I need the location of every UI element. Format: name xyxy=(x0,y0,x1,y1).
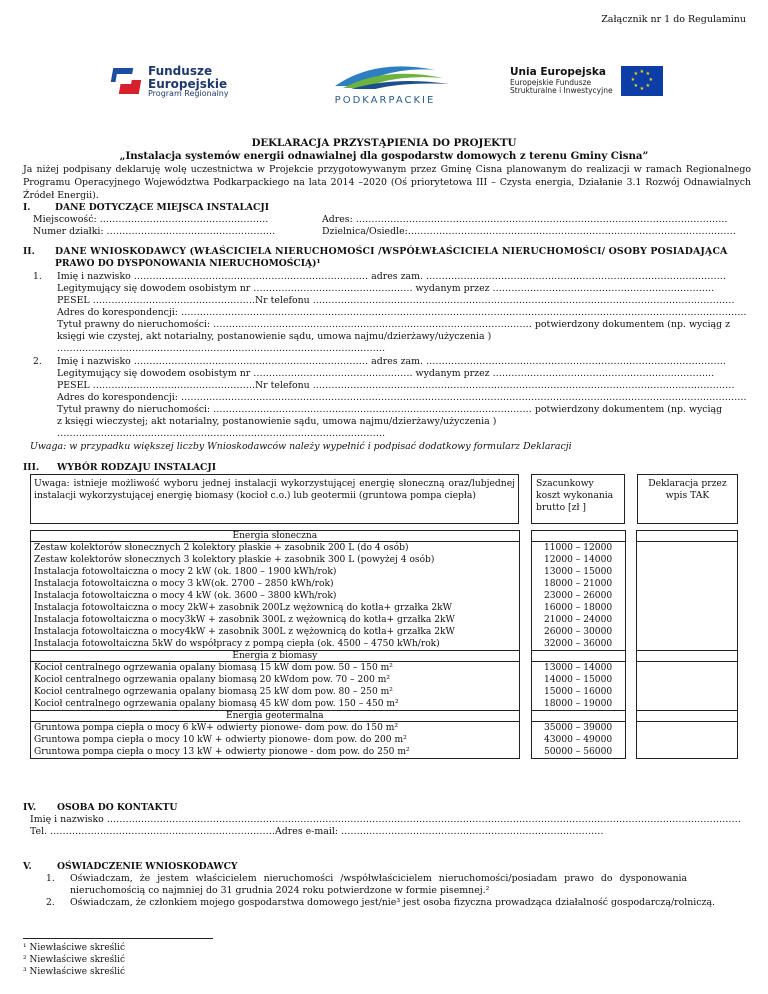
statement-1-line1: Oświadczam, że jestem właścicielem nieruchomości /współwłaścicielem nieruchomości/posiadam prawo do dysponowania xyxy=(70,873,688,884)
footnote-3: ³ Niewłaściwe skreślić xyxy=(23,967,126,977)
statement-1-line2: nieruchomością co najmniej do 31 grudnia 2024 roku potwierdzone w formie pisemnej.² xyxy=(70,885,490,896)
solar-declaration-cell[interactable] xyxy=(637,542,738,651)
applicant-2-number: 2. xyxy=(33,356,42,367)
footnote-1: ¹ Niewłaściwe skreślić xyxy=(23,943,126,953)
geothermal-costs-cell xyxy=(531,722,625,759)
intro-paragraph: Ja niżej podpisany deklaruję wolę uczestnictwa w Projekcie przygotowywanym przez Gminę Cisna planowanym do realizacji w ramach Regionalnego Programu Operacyjnego Województwa Podkarpackiego na lata 2014 –2020 (Oś priorytetowa III – Czysta energia, Działanie 3.1 Rozwój Odnawialnych Źródeł Energii). xyxy=(23,164,751,201)
section-1-number: I. xyxy=(23,202,31,213)
cost-range: 15000 – 16000 xyxy=(543,687,613,697)
cost-range: 43000 – 49000 xyxy=(543,735,613,745)
installation-item: Kocioł centralnego ogrzewania opalany biomasą 15 kW dom pow. 50 – 150 m² xyxy=(34,663,393,673)
contact-name-field[interactable]: Imię i nazwisko ………..………………………………………………………………………………………………………………………………………………………………………… xyxy=(30,814,741,825)
cost-header: Szacunkowy koszt wykonania brutto [zł ] xyxy=(531,474,625,524)
applicant-2-document-field[interactable]: …………………………………………………………………………………………… xyxy=(57,428,386,439)
installation-item: Instalacja fotowoltaiczna o mocy 2 kW (ok. 1800 – 1900 kWh/rok) xyxy=(34,567,337,577)
footnote-divider xyxy=(23,938,213,939)
numer-dzialki-field[interactable]: Numer działki: ……………………………………………… xyxy=(33,226,276,237)
geothermal-declaration-cell[interactable] xyxy=(637,722,738,759)
section-2-title-line2: PRAWO DO DYSPONOWANIA NIERUCHOMOŚCIĄ)¹ xyxy=(55,258,321,269)
cost-range: 16000 – 18000 xyxy=(543,603,613,613)
applicant-1-number: 1. xyxy=(33,271,42,282)
installation-item: Gruntowa pompa ciepła o mocy 13 kW + odwierty pionowe - dom pow. do 250 m² xyxy=(34,747,410,757)
installation-item: Instalacja fotowoltaiczna o mocy 4 kW (ok. 3600 – 3800 kWh/rok) xyxy=(34,591,337,601)
applicant-1-id-field[interactable]: Legitymujący się dowodem osobistym nr …………………………………………… wydanym przez …………………………………………………………….. xyxy=(57,283,715,294)
statement-1-number: 1. xyxy=(46,873,55,884)
unia-europejska-logo xyxy=(510,60,670,102)
applicant-2-address-field[interactable]: Adres do korespondencji: ………………………………………………………………………………………………………………………………………………………………. xyxy=(57,392,747,403)
eu-flag-icon: ★ ★ ★ ★ ★ ★ ★ ★ xyxy=(621,66,663,96)
installation-item: Kocioł centralnego ogrzewania opalany biomasą 25 kW dom pow. 80 – 250 m² xyxy=(34,687,393,697)
document-title: DEKLARACJA PRZYSTĄPIENIA DO PROJEKTU xyxy=(251,137,517,149)
section-1-title: DANE DOTYCZĄCE MIEJSCA INSTALACJI xyxy=(55,202,269,213)
statement-2-number: 2. xyxy=(46,897,55,908)
cost-range: 13000 – 15000 xyxy=(543,567,613,577)
section-3-number: III. xyxy=(23,462,40,473)
section-2-number: II. xyxy=(23,246,35,257)
fe-title-2: Europejskie xyxy=(148,76,228,91)
cost-range: 18000 – 21000 xyxy=(543,579,613,589)
multiple-applicants-note: Uwaga: w przypadku większej liczby Wnioskodawców należy wypełnić i podpisać dodatkowy formularz Deklaracji xyxy=(30,441,572,452)
ue-title: Unia Europejska xyxy=(510,65,606,78)
footnote-2: ² Niewłaściwe skreślić xyxy=(23,955,126,965)
fundusze-europejskie-logo xyxy=(110,58,240,106)
geothermal-category: Energia geotermalna xyxy=(31,711,520,722)
hills-icon xyxy=(315,56,455,90)
podkarpackie-logo xyxy=(305,56,465,108)
installation-item: Instalacja fotowoltaiczna o mocy4kW + zasobnik 300L z wężownicą do kotła+ grzałka 2kW xyxy=(34,627,455,637)
cost-range: 18000 – 19000 xyxy=(543,699,613,709)
installation-item: Instalacja fotowoltaiczna o mocy3kW + zasobnik 300L z wężownicą do kotła+ grzałka 2kW xyxy=(34,615,455,625)
statement-2: Oświadczam, że członkiem mojego gospodarstwa domowego jest/nie³ jest osoba fizyczna prowadząca działalność gospodarczą/rolniczą. xyxy=(70,897,716,908)
ue-sub-2: Strukturalne i Inwestycyjne xyxy=(510,85,613,95)
fe-subtitle: Program Regionalny xyxy=(148,89,229,99)
biomass-costs-cell xyxy=(531,662,625,711)
cost-range: 50000 – 56000 xyxy=(543,747,613,757)
ue-sub-1: Europejskie Fundusze xyxy=(510,77,592,87)
contact-phone-email-field[interactable]: Tel. ………………………………………………………………Adres e-mail: ………………………………………………………………………… xyxy=(30,826,604,837)
applicant-1-title-field[interactable]: Tytuł prawny do nieruchomości: ………………………………………………………………………………………… potwierdzony dokumentem (np. wyciąg z xyxy=(57,319,731,330)
section-3-title: WYBÓR RODZAJU INSTALACJI xyxy=(57,462,216,473)
section-4-title: OSOBA DO KONTAKTU xyxy=(57,802,178,813)
biomass-category: Energia z biomasy xyxy=(31,651,520,662)
applicant-2-pesel-field[interactable]: PESEL …………………………………………….Nr telefonu ……………………………………………………………………………………………………………………… xyxy=(57,380,735,391)
applicant-1-document-field[interactable]: …………………………………………………………………………………………… xyxy=(57,343,386,354)
biomass-declaration-cell[interactable] xyxy=(637,662,738,711)
podkarpackie-name: PODKARPACKIE xyxy=(334,95,436,106)
solar-costs-cell xyxy=(531,542,625,651)
applicant-1-title-note: księgi wie czystej, akt notarialny, postanowienie sądu, umowa najmu/dzierżawy/użyczenia ) xyxy=(57,331,492,342)
section-5-title: OŚWIADCZENIE WNIOSKODAWCY xyxy=(57,861,238,872)
annex-label: Załącznik nr 1 do Regulaminu xyxy=(601,14,746,25)
applicant-2-id-field[interactable]: Legitymujący się dowodem osobistym nr …………………………………………… wydanym przez …………………………………………………………….. xyxy=(57,368,715,379)
installation-item: Kocioł centralnego ogrzewania opalany biomasą 45 kW dom pow. 150 – 450 m² xyxy=(34,699,399,709)
flag-icon xyxy=(110,66,142,98)
project-title: „Instalacja systemów energii odnawialnej dla gospodarstw domowych z terenu Gminy Cisna” xyxy=(119,150,649,162)
solar-category: Energia słoneczna xyxy=(31,531,520,542)
installation-note-box: Uwaga: istnieje możliwość wyboru jednej instalacji wykorzystującej energię słoneczną oraz/lubjednej instalacji wykorzystującej energię biomasy (kocioł c.o.) lub geotermii (gruntowa pompa ciepła) xyxy=(30,474,519,524)
cost-range: 12000 – 14000 xyxy=(543,555,613,565)
applicant-1-name-field[interactable]: Imię i nazwisko ………………………………………………………………… adres zam. …………………………………………………………………………………… xyxy=(57,271,726,282)
cost-range: 35000 – 39000 xyxy=(543,723,613,733)
applicant-2-title-note: z księgi wieczystej; akt notarialny, postanowienie sądu, umowa najmu/dzierżawy/użyczenia ) xyxy=(57,416,497,427)
installation-item: Zestaw kolektorów słonecznych 3 kolektory płaskie + zasobnik 300 L (powyżej 4 osób) xyxy=(34,555,435,565)
cost-range: 13000 – 14000 xyxy=(543,663,613,673)
miejscowosc-field[interactable]: Miejscowość: ……………………………………………… xyxy=(33,214,269,225)
solar-items-cell xyxy=(31,542,520,651)
installation-item: Instalacja fotowoltaiczna o mocy 2kW+ zasobnik 200Lz wężownicą do kotła+ grzałka 2kW xyxy=(34,603,452,613)
applicant-2-name-field[interactable]: Imię i nazwisko ………………………………………………………………… adres zam. …………………………………………………………………………………… xyxy=(57,356,726,367)
cost-range: 32000 – 36000 xyxy=(543,639,613,649)
applicant-1-address-field[interactable]: Adres do korespondencji: ………………………………………………………………………………………………………………………………………………………………. xyxy=(57,307,747,318)
installation-item: Gruntowa pompa ciepła o mocy 6 kW+ odwierty pionowe- dom pow. do 150 m² xyxy=(34,723,399,733)
biomass-items-cell xyxy=(31,662,520,711)
section-5-number: V. xyxy=(23,861,32,872)
cost-range: 21000 – 24000 xyxy=(543,615,613,625)
declaration-header: Deklaracja przez wpis TAK xyxy=(637,474,738,524)
installation-item: Zestaw kolektorów słonecznych 2 kolektory płaskie + zasobnik 200 L (do 4 osób) xyxy=(34,543,409,553)
applicant-1-pesel-field[interactable]: PESEL …………………………………………….Nr telefonu ……………………………………………………………………………………………………………………… xyxy=(57,295,735,306)
installation-item: Instalacja fotowoltaiczna 5kW do współpracy z pompą ciepła (ok. 4500 – 4750 kWh/rok) xyxy=(34,639,440,649)
installation-table xyxy=(30,530,738,759)
geothermal-items-cell xyxy=(31,722,520,759)
dzielnica-field[interactable]: Dzielnica/Osiedle:…………………………………………………………………………………………… xyxy=(322,226,736,237)
installation-item: Kocioł centralnego ogrzewania opalany biomasą 20 kWdom pow. 70 – 200 m² xyxy=(34,675,391,685)
adres-field[interactable]: Adres: ……………………………………………………………………………………………………….. xyxy=(322,214,728,225)
section-2-title: DANE WNIOSKODAWCY (WŁAŚCICIELA NIERUCHOMOŚCI /WSPÓŁWŁAŚCICIELA NIERUCHOMOŚCI/ OSOBY POSIADAJĄCA xyxy=(55,246,728,257)
cost-range: 26000 – 30000 xyxy=(543,627,613,637)
cost-range: 11000 – 12000 xyxy=(543,543,613,553)
fe-title: Fundusze xyxy=(148,64,213,79)
cost-range: 14000 – 15000 xyxy=(543,675,613,685)
installation-item: Gruntowa pompa ciepła o mocy 10 kW + odwierty pionowe- dom pow. do 200 m² xyxy=(34,735,407,745)
section-4-number: IV. xyxy=(23,802,37,813)
cost-range: 23000 – 26000 xyxy=(543,591,613,601)
installation-item: Instalacja fotowoltaiczna o mocy 3 kW(ok. 2700 – 2850 kWh/rok) xyxy=(34,579,334,589)
applicant-2-title-field[interactable]: Tytuł prawny do nieruchomości: ………………………………………………………………………………………… potwierdzony dokumentem (np. wyciąg xyxy=(57,404,723,415)
